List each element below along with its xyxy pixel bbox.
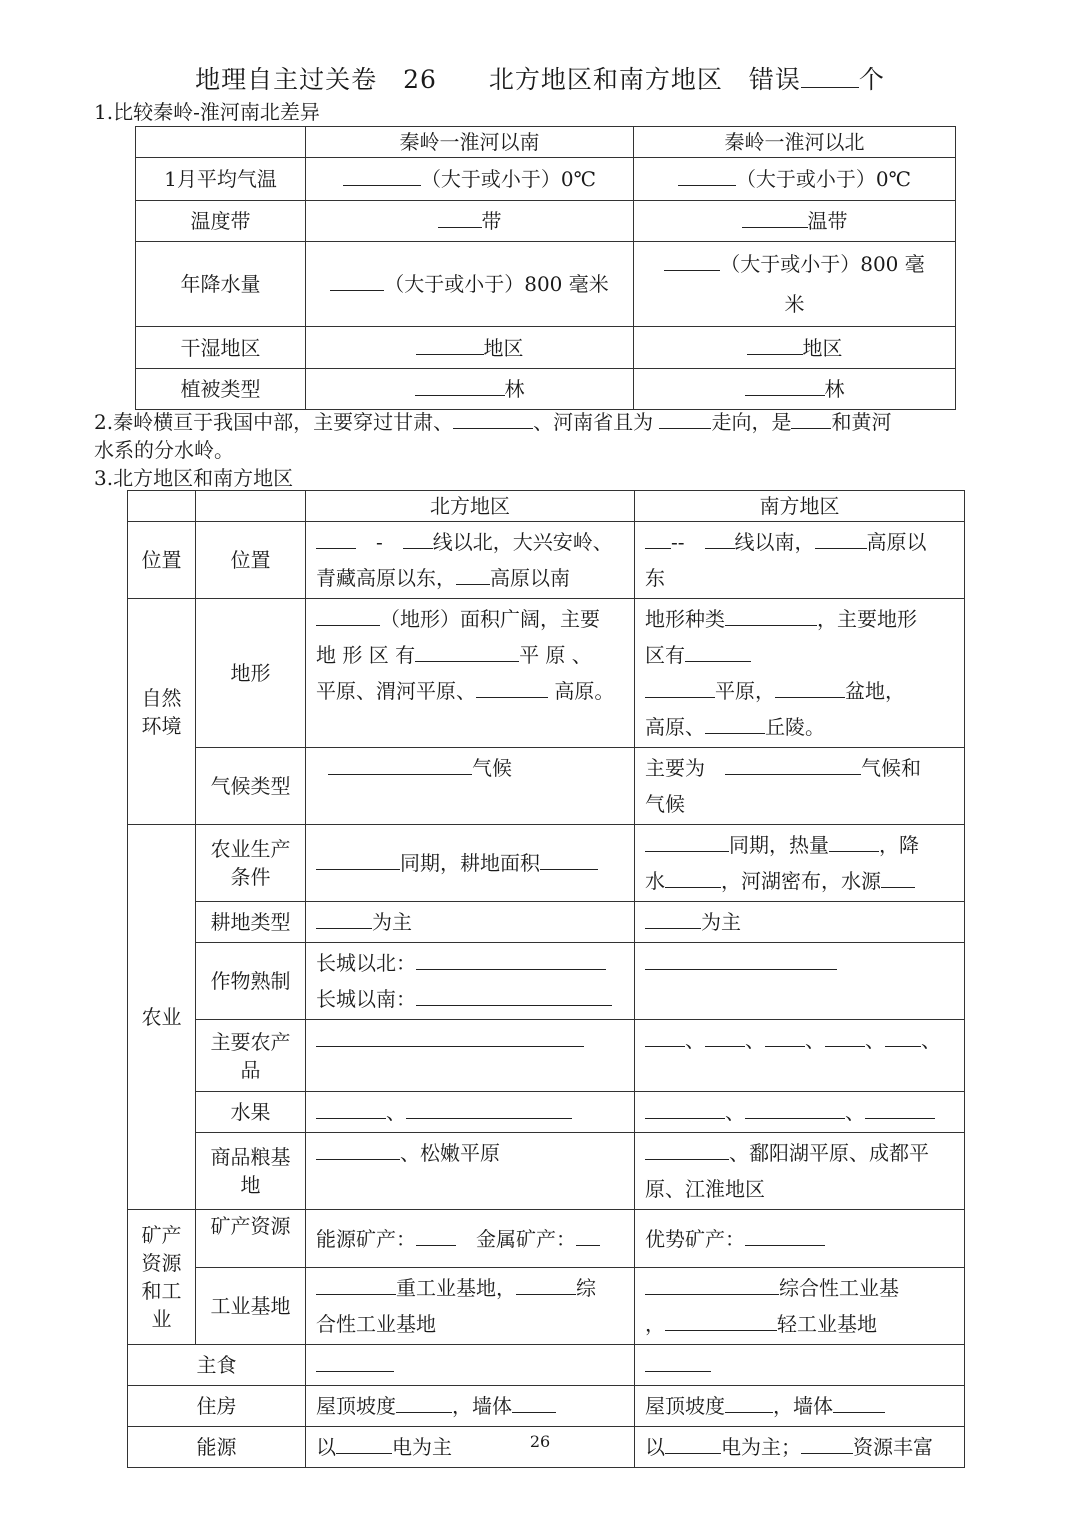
row-label: 主要农产品 xyxy=(196,1020,306,1092)
row-label: 商品粮基地 xyxy=(196,1133,306,1210)
answer-cell: -- 线以南， 高原以 东 xyxy=(635,522,965,599)
answer-blank[interactable] xyxy=(791,406,831,429)
table-row xyxy=(136,201,956,242)
answer-cell: 为主 xyxy=(306,902,635,943)
table-row xyxy=(128,1210,965,1268)
answer-cell: 地区 xyxy=(306,327,634,369)
row-label: 位置 xyxy=(196,522,306,599)
answer-cell: 长城以北： 长城以南： xyxy=(306,943,635,1020)
table-row xyxy=(128,1345,965,1386)
answer-cell xyxy=(306,1345,635,1386)
answer-blank[interactable] xyxy=(645,1024,685,1047)
table-row xyxy=(128,522,965,599)
answer-blank[interactable] xyxy=(415,639,519,662)
answer-blank[interactable] xyxy=(833,1390,885,1413)
answer-cell: 以 电为主； 资源丰富 xyxy=(635,1427,965,1468)
table-row xyxy=(128,1092,965,1133)
row-label: 温度带 xyxy=(136,201,306,242)
answer-blank[interactable] xyxy=(415,373,505,396)
group-label: 自然环境 xyxy=(128,599,196,825)
answer-cell: 屋顶坡度 ，墙体 xyxy=(635,1386,965,1427)
answer-blank[interactable] xyxy=(725,603,817,626)
table-row xyxy=(136,327,956,369)
group-label: 农业 xyxy=(128,825,196,1210)
answer-cell: 主要为 气候和 气候 xyxy=(635,748,965,825)
answer-blank[interactable] xyxy=(747,332,803,355)
row-label: 水果 xyxy=(196,1092,306,1133)
answer-blank[interactable] xyxy=(416,332,484,355)
row-label: 矿产资源 xyxy=(196,1210,306,1268)
row-label: 地形 xyxy=(196,599,306,748)
answer-blank[interactable] xyxy=(512,1390,556,1413)
answer-blank[interactable] xyxy=(396,1390,452,1413)
answer-cell: 重工业基地， 综 合性工业基地 xyxy=(306,1268,635,1345)
table-row xyxy=(128,1020,965,1092)
row-label: 作物熟制 xyxy=(196,943,306,1020)
answer-blank[interactable] xyxy=(316,1137,400,1160)
answer-blank[interactable] xyxy=(829,829,879,852)
col-header-north: 北方地区 xyxy=(306,491,635,522)
row-label: 能源 xyxy=(128,1427,306,1468)
answer-cell xyxy=(635,1345,965,1386)
answer-blank[interactable] xyxy=(540,847,598,870)
answer-cell: （大于或小于）800 毫 米 xyxy=(634,242,956,327)
table-row xyxy=(128,1386,965,1427)
table-row xyxy=(128,599,965,748)
col-header-south: 南方地区 xyxy=(635,491,965,522)
question-2: 2.秦岭横亘于我国中部，主要穿过甘肃、 、河南省且为 走向，是 和黄河 水系的分水岭。 xyxy=(94,406,1004,464)
answer-blank[interactable] xyxy=(745,1223,825,1246)
answer-cell: 带 xyxy=(306,201,634,242)
group-label: 位置 xyxy=(128,522,196,599)
table-row xyxy=(128,1268,965,1345)
answer-blank[interactable] xyxy=(745,1096,845,1119)
row-label: 气候类型 xyxy=(196,748,306,825)
table-row xyxy=(136,158,956,201)
answer-blank[interactable] xyxy=(885,1024,921,1047)
answer-cell: 优势矿产： xyxy=(635,1210,965,1268)
answer-blank[interactable] xyxy=(645,675,715,698)
answer-blank[interactable] xyxy=(453,406,533,429)
answer-blank[interactable] xyxy=(456,562,490,585)
answer-cell: 、 xyxy=(306,1092,635,1133)
answer-blank[interactable] xyxy=(765,1024,805,1047)
page-number: 26 xyxy=(529,1432,551,1451)
answer-blank[interactable] xyxy=(705,711,765,734)
answer-cell: 气候 xyxy=(306,748,635,825)
answer-blank[interactable] xyxy=(438,205,482,228)
col-header-south: 秦岭一淮河以南 xyxy=(306,127,634,158)
answer-blank[interactable] xyxy=(406,1096,572,1119)
answer-blank[interactable] xyxy=(725,1390,773,1413)
answer-cell xyxy=(306,1020,635,1092)
answer-cell: 、 、 、 、 、 xyxy=(635,1020,965,1092)
answer-blank[interactable] xyxy=(665,1308,777,1331)
answer-cell: - 线以北，大兴安岭、 青藏高原以东， 高原以南 xyxy=(306,522,635,599)
row-label: 耕地类型 xyxy=(196,902,306,943)
qinling-comparison-table xyxy=(135,126,956,410)
answer-blank[interactable] xyxy=(665,865,721,888)
answer-cell: 同期，热量 ，降 水 ，河湖密布，水源 xyxy=(635,825,965,902)
answer-cell: 、鄱阳湖平原、成都平 原、江淮地区 xyxy=(635,1133,965,1210)
answer-blank[interactable] xyxy=(659,406,711,429)
error-count-blank[interactable] xyxy=(801,65,859,88)
answer-blank[interactable] xyxy=(645,829,729,852)
answer-blank[interactable] xyxy=(330,268,384,291)
row-label: 干湿地区 xyxy=(136,327,306,369)
table-row xyxy=(136,242,956,327)
row-label: 主食 xyxy=(128,1345,306,1386)
answer-cell: 温带 xyxy=(634,201,956,242)
answer-blank[interactable] xyxy=(705,1024,745,1047)
answer-blank[interactable] xyxy=(416,1223,456,1246)
question-1-label: 1.比较秦岭-淮河南北差异 xyxy=(94,100,320,124)
answer-cell: 综合性工业基 ， 轻工业基地 xyxy=(635,1268,965,1345)
answer-cell: 以 电为主 xyxy=(306,1427,635,1468)
answer-blank[interactable] xyxy=(416,983,612,1006)
answer-blank[interactable] xyxy=(745,373,825,396)
answer-blank[interactable] xyxy=(725,752,861,775)
answer-blank[interactable] xyxy=(316,906,372,929)
answer-cell: （大于或小于）0℃ xyxy=(634,158,956,201)
answer-blank[interactable] xyxy=(316,1272,396,1295)
answer-blank[interactable] xyxy=(343,163,421,186)
row-label: 植被类型 xyxy=(136,369,306,410)
answer-blank[interactable] xyxy=(678,163,736,186)
north-south-table xyxy=(127,490,965,1468)
answer-cell: 地区 xyxy=(634,327,956,369)
answer-blank[interactable] xyxy=(416,947,606,970)
answer-blank[interactable] xyxy=(576,1223,600,1246)
answer-blank[interactable] xyxy=(645,1137,729,1160)
answer-blank[interactable] xyxy=(645,947,837,970)
question-3-label: 3.北方地区和南方地区 xyxy=(94,466,294,490)
answer-blank[interactable] xyxy=(476,675,548,698)
answer-blank[interactable] xyxy=(664,248,720,271)
answer-cell: 能源矿产： 金属矿产： xyxy=(306,1210,635,1268)
answer-blank[interactable] xyxy=(645,1272,779,1295)
answer-cell: 林 xyxy=(306,369,634,410)
row-label: 1月平均气温 xyxy=(136,158,306,201)
answer-blank[interactable] xyxy=(403,526,433,549)
answer-blank[interactable] xyxy=(316,1349,394,1372)
table-row xyxy=(136,369,956,410)
row-label: 工业基地 xyxy=(196,1268,306,1345)
row-label: 住房 xyxy=(128,1386,306,1427)
answer-blank[interactable] xyxy=(825,1024,865,1047)
page-title: 地理自主过关卷 26 北方地区和南方地区 错误 个 xyxy=(195,65,885,94)
answer-blank[interactable] xyxy=(645,526,671,549)
answer-cell xyxy=(635,943,965,1020)
answer-cell: 、 、 xyxy=(635,1092,965,1133)
table-row xyxy=(128,748,965,825)
answer-cell: 为主 xyxy=(635,902,965,943)
row-label: 农业生产条件 xyxy=(196,825,306,902)
row-label: 年降水量 xyxy=(136,242,306,327)
answer-blank[interactable] xyxy=(316,603,380,626)
col-header-north: 秦岭一淮河以北 xyxy=(634,127,956,158)
answer-cell: （大于或小于）800 毫米 xyxy=(306,242,634,327)
answer-blank[interactable] xyxy=(316,847,400,870)
answer-blank[interactable] xyxy=(316,526,356,549)
answer-blank[interactable] xyxy=(815,526,867,549)
table-row xyxy=(136,127,956,158)
answer-blank[interactable] xyxy=(685,639,751,662)
answer-cell: 屋顶坡度 ，墙体 xyxy=(306,1386,635,1427)
answer-blank[interactable] xyxy=(865,1096,935,1119)
answer-cell: （地形）面积广阔，主要 地 形 区 有 平 原 、 平原、渭河平原、 高原。 xyxy=(306,599,635,748)
answer-blank[interactable] xyxy=(742,205,808,228)
answer-cell: 同期，耕地面积 xyxy=(306,825,635,902)
group-label: 矿产资源和工业 xyxy=(128,1210,196,1345)
answer-blank[interactable] xyxy=(316,1024,584,1047)
answer-blank[interactable] xyxy=(881,865,915,888)
table-row xyxy=(128,1133,965,1210)
answer-cell: 地形种类 ，主要地形 区有 平原， 盆地， 高原、 丘陵。 xyxy=(635,599,965,748)
answer-blank[interactable] xyxy=(645,1096,725,1119)
table-row xyxy=(128,943,965,1020)
answer-blank[interactable] xyxy=(645,906,701,929)
answer-blank[interactable] xyxy=(775,675,845,698)
answer-cell: （大于或小于）0℃ xyxy=(306,158,634,201)
table-row xyxy=(128,825,965,902)
answer-cell: 林 xyxy=(634,369,956,410)
table-row xyxy=(128,902,965,943)
answer-blank[interactable] xyxy=(516,1272,576,1295)
answer-blank[interactable] xyxy=(645,1349,711,1372)
table-row xyxy=(128,491,965,522)
answer-blank[interactable] xyxy=(328,752,472,775)
answer-blank[interactable] xyxy=(705,526,735,549)
answer-blank[interactable] xyxy=(316,1096,386,1119)
answer-cell: 、松嫩平原 xyxy=(306,1133,635,1210)
